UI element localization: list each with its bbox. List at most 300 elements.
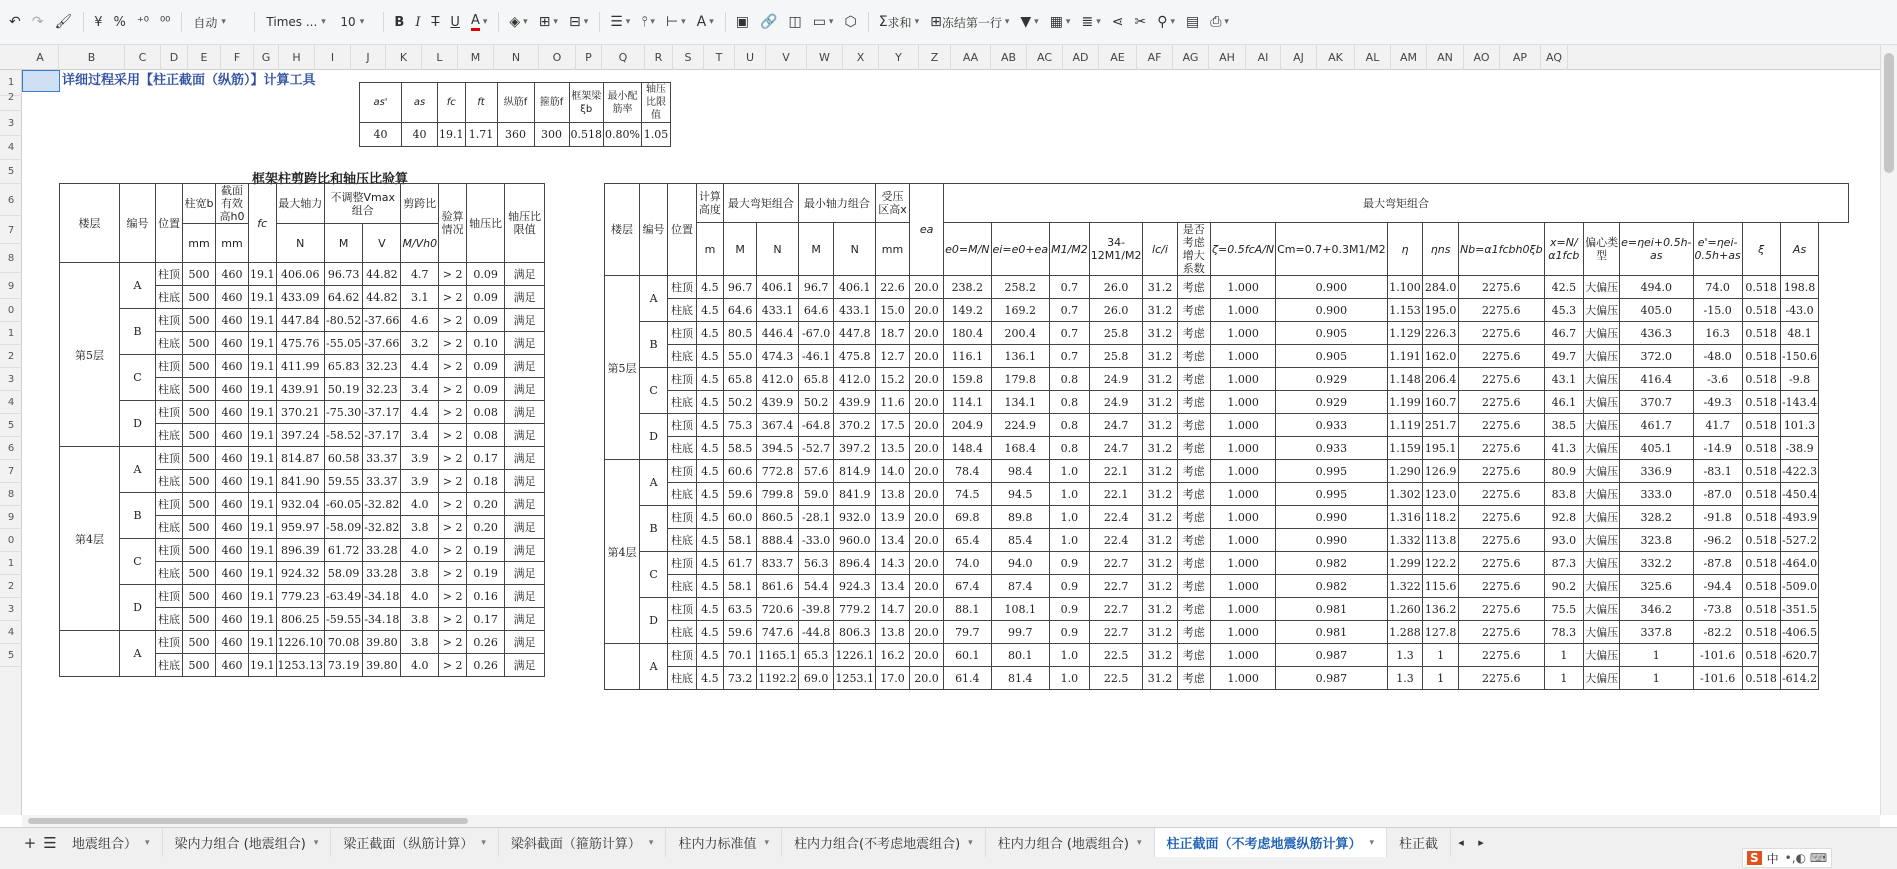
data-cell[interactable]: > 2 xyxy=(439,516,467,539)
data-cell[interactable]: 372.0 xyxy=(1620,345,1693,368)
data-cell[interactable]: 59.55 xyxy=(325,470,363,493)
data-cell[interactable]: 833.7 xyxy=(757,552,799,575)
data-cell[interactable]: -422.3 xyxy=(1780,460,1819,483)
data-cell[interactable]: 0.518 xyxy=(1742,276,1780,299)
data-cell[interactable]: 1.288 xyxy=(1387,621,1423,644)
data-cell[interactable]: 1.260 xyxy=(1387,598,1423,621)
row-header[interactable]: 7 xyxy=(0,460,22,483)
data-cell[interactable]: 考虑 xyxy=(1177,437,1211,460)
data-cell[interactable]: 932.0 xyxy=(834,506,876,529)
data-cell[interactable]: 60.1 xyxy=(944,644,991,667)
data-cell[interactable]: 大偏压 xyxy=(1584,483,1620,506)
data-cell[interactable]: 370.2 xyxy=(834,414,876,437)
column-header[interactable]: AN xyxy=(1427,45,1464,70)
data-cell[interactable]: 大偏压 xyxy=(1584,460,1620,483)
data-cell[interactable]: 0.09 xyxy=(467,286,505,309)
row-header[interactable]: 0 xyxy=(0,529,22,552)
column-id-cell[interactable]: D xyxy=(120,401,156,447)
data-cell[interactable]: 83.8 xyxy=(1544,483,1583,506)
data-cell[interactable]: 19.1 xyxy=(249,585,277,608)
data-cell[interactable]: -67.0 xyxy=(798,322,834,345)
data-cell[interactable]: 500 xyxy=(183,263,216,286)
position-cell[interactable]: 柱顶 xyxy=(668,414,697,437)
data-cell[interactable]: -73.8 xyxy=(1693,598,1742,621)
data-cell[interactable]: 46.1 xyxy=(1544,391,1583,414)
data-cell[interactable]: 16.3 xyxy=(1693,322,1742,345)
data-cell[interactable]: 1226.10 xyxy=(276,631,325,654)
data-cell[interactable]: 满足 xyxy=(505,378,545,401)
data-cell[interactable]: 0.10 xyxy=(467,332,505,355)
data-cell[interactable]: 0.17 xyxy=(467,447,505,470)
data-cell[interactable]: 0.518 xyxy=(1742,391,1780,414)
data-cell[interactable]: 31.2 xyxy=(1143,644,1177,667)
data-cell[interactable]: 169.2 xyxy=(991,299,1050,322)
data-cell[interactable]: 20.0 xyxy=(910,299,944,322)
data-cell[interactable]: 0.990 xyxy=(1276,506,1388,529)
data-cell[interactable]: 19.1 xyxy=(249,516,277,539)
row-header[interactable]: 1 xyxy=(0,322,22,345)
data-cell[interactable]: 500 xyxy=(183,470,216,493)
data-cell[interactable]: 20.0 xyxy=(910,644,944,667)
data-cell[interactable]: 满足 xyxy=(505,286,545,309)
data-cell[interactable]: 460 xyxy=(216,562,249,585)
data-cell[interactable]: 0.18 xyxy=(467,470,505,493)
data-cell[interactable]: 0.900 xyxy=(1276,299,1388,322)
data-cell[interactable]: 22.1 xyxy=(1089,460,1143,483)
data-cell[interactable]: 满足 xyxy=(505,654,545,677)
data-cell[interactable]: 1.000 xyxy=(1211,529,1276,552)
data-cell[interactable]: 4.5 xyxy=(696,345,723,368)
data-cell[interactable]: 747.6 xyxy=(757,621,799,644)
tab-menu-icon[interactable]: ▾ xyxy=(1369,837,1375,848)
data-cell[interactable]: 大偏压 xyxy=(1584,506,1620,529)
data-cell[interactable]: 412.0 xyxy=(757,368,799,391)
data-cell[interactable]: 满足 xyxy=(505,562,545,585)
calculator-button[interactable] xyxy=(1181,7,1204,37)
row-header[interactable]: 1 xyxy=(0,70,22,96)
data-cell[interactable]: 12.7 xyxy=(875,345,909,368)
data-cell[interactable]: 20.0 xyxy=(910,460,944,483)
data-cell[interactable]: 433.1 xyxy=(757,299,799,322)
data-cell[interactable]: 2275.6 xyxy=(1458,368,1544,391)
column-id-cell[interactable]: C xyxy=(120,539,156,585)
data-cell[interactable]: 满足 xyxy=(505,516,545,539)
data-cell[interactable]: 1.000 xyxy=(1211,276,1276,299)
data-cell[interactable]: 1.153 xyxy=(1387,299,1423,322)
row-header[interactable]: 4 xyxy=(0,391,22,414)
freeze-button[interactable] xyxy=(925,7,1014,37)
column-header[interactable]: G xyxy=(254,45,279,70)
data-cell[interactable]: -37.17 xyxy=(363,424,401,447)
data-cell[interactable]: 大偏压 xyxy=(1584,322,1620,345)
data-cell[interactable]: 74.0 xyxy=(1693,276,1742,299)
sheet-tab[interactable] xyxy=(1155,828,1388,858)
data-cell[interactable]: 20.0 xyxy=(910,345,944,368)
data-cell[interactable]: 924.3 xyxy=(834,575,876,598)
data-cell[interactable]: 122.2 xyxy=(1423,552,1459,575)
data-cell[interactable]: 50.19 xyxy=(325,378,363,401)
data-cell[interactable]: 20.0 xyxy=(910,391,944,414)
data-cell[interactable]: 1.100 xyxy=(1387,276,1423,299)
data-cell[interactable]: 841.9 xyxy=(834,483,876,506)
data-cell[interactable]: 25.8 xyxy=(1089,322,1143,345)
data-cell[interactable]: 0.26 xyxy=(467,654,505,677)
data-cell[interactable]: 大偏压 xyxy=(1584,598,1620,621)
print-button[interactable] xyxy=(1205,7,1234,37)
data-cell[interactable]: 4.5 xyxy=(696,529,723,552)
data-cell[interactable]: 13.4 xyxy=(875,529,909,552)
data-cell[interactable]: 41.7 xyxy=(1693,414,1742,437)
column-header[interactable]: J xyxy=(351,45,386,70)
data-cell[interactable]: 405.1 xyxy=(1620,437,1693,460)
floor-cell[interactable] xyxy=(60,631,120,677)
undo-button[interactable] xyxy=(4,7,26,37)
data-cell[interactable]: 206.4 xyxy=(1423,368,1459,391)
row-header[interactable]: 0 xyxy=(0,299,22,322)
data-cell[interactable]: 896.39 xyxy=(276,539,325,562)
data-cell[interactable]: -59.55 xyxy=(325,608,363,631)
data-cell[interactable]: 439.91 xyxy=(276,378,325,401)
data-cell[interactable]: 4.5 xyxy=(696,391,723,414)
data-cell[interactable]: 大偏压 xyxy=(1584,621,1620,644)
position-cell[interactable]: 柱顶 xyxy=(156,447,183,470)
data-cell[interactable]: 88.1 xyxy=(944,598,991,621)
data-cell[interactable]: 15.2 xyxy=(875,368,909,391)
data-cell[interactable]: 460 xyxy=(216,424,249,447)
data-cell[interactable]: 19.1 xyxy=(249,631,277,654)
tab-menu-icon[interactable]: ▾ xyxy=(313,837,319,848)
data-cell[interactable]: 3.2 xyxy=(401,332,439,355)
column-id-cell[interactable]: A xyxy=(640,644,668,690)
data-cell[interactable]: 0.987 xyxy=(1276,644,1388,667)
data-cell[interactable]: 33.28 xyxy=(363,562,401,585)
data-cell[interactable]: 大偏压 xyxy=(1584,529,1620,552)
position-cell[interactable]: 柱顶 xyxy=(156,355,183,378)
data-cell[interactable]: 336.9 xyxy=(1620,460,1693,483)
data-cell[interactable]: 1.191 xyxy=(1387,345,1423,368)
column-header[interactable]: A xyxy=(22,45,59,70)
data-cell[interactable]: 3.4 xyxy=(401,424,439,447)
data-cell[interactable]: 4.4 xyxy=(401,401,439,424)
position-cell[interactable]: 柱底 xyxy=(156,516,183,539)
data-cell[interactable]: 394.5 xyxy=(757,437,799,460)
data-cell[interactable]: 满足 xyxy=(505,470,545,493)
data-cell[interactable]: -44.8 xyxy=(798,621,834,644)
tab-menu-icon[interactable]: ▾ xyxy=(481,837,486,848)
insert-image-button[interactable] xyxy=(731,7,754,37)
data-cell[interactable]: 4.5 xyxy=(696,506,723,529)
data-cell[interactable]: 73.2 xyxy=(723,667,756,690)
data-cell[interactable]: -14.9 xyxy=(1693,437,1742,460)
data-cell[interactable]: -49.3 xyxy=(1693,391,1742,414)
data-cell[interactable]: 4.5 xyxy=(696,414,723,437)
data-cell[interactable]: 3.9 xyxy=(401,447,439,470)
data-cell[interactable]: 2275.6 xyxy=(1458,667,1544,690)
data-cell[interactable]: 22.5 xyxy=(1089,667,1143,690)
data-cell[interactable]: 1165.1 xyxy=(757,644,799,667)
data-cell[interactable]: 1.000 xyxy=(1211,368,1276,391)
data-cell[interactable]: 959.97 xyxy=(276,516,325,539)
row-header[interactable]: 8 xyxy=(0,483,22,506)
data-cell[interactable]: 20.0 xyxy=(910,322,944,345)
data-cell[interactable]: 3.1 xyxy=(401,286,439,309)
data-cell[interactable]: 500 xyxy=(183,631,216,654)
add-sheet-button[interactable]: + xyxy=(23,833,37,852)
data-cell[interactable]: 20.0 xyxy=(910,506,944,529)
data-cell[interactable]: 4.5 xyxy=(696,299,723,322)
data-cell[interactable]: 20.0 xyxy=(910,437,944,460)
data-cell[interactable]: 15.0 xyxy=(875,299,909,322)
data-cell[interactable]: -52.7 xyxy=(798,437,834,460)
data-cell[interactable]: -143.4 xyxy=(1780,391,1819,414)
data-cell[interactable]: 32.23 xyxy=(363,378,401,401)
data-cell[interactable]: 33.37 xyxy=(363,447,401,470)
position-cell[interactable]: 柱底 xyxy=(668,621,697,644)
data-cell[interactable]: 460 xyxy=(216,309,249,332)
data-cell[interactable]: 43.1 xyxy=(1544,368,1583,391)
data-cell[interactable]: 31.2 xyxy=(1143,667,1177,690)
data-cell[interactable]: 24.7 xyxy=(1089,414,1143,437)
data-cell[interactable]: > 2 xyxy=(439,470,467,493)
data-cell[interactable]: 4.5 xyxy=(696,575,723,598)
data-cell[interactable]: 115.6 xyxy=(1423,575,1459,598)
data-cell[interactable]: 65.4 xyxy=(944,529,991,552)
param-value[interactable]: 360 xyxy=(497,123,534,147)
column-header[interactable]: B xyxy=(59,45,125,70)
data-cell[interactable]: > 2 xyxy=(439,562,467,585)
data-cell[interactable]: 446.4 xyxy=(757,322,799,345)
redo-button[interactable] xyxy=(27,7,49,37)
data-cell[interactable]: 0.8 xyxy=(1050,391,1090,414)
data-cell[interactable]: 447.84 xyxy=(276,309,325,332)
data-cell[interactable]: 2275.6 xyxy=(1458,322,1544,345)
data-cell[interactable]: 大偏压 xyxy=(1584,552,1620,575)
position-cell[interactable]: 柱顶 xyxy=(156,539,183,562)
data-cell[interactable]: 0.929 xyxy=(1276,391,1388,414)
data-cell[interactable]: -620.7 xyxy=(1780,644,1819,667)
data-cell[interactable]: -39.8 xyxy=(798,598,834,621)
data-cell[interactable]: 0.905 xyxy=(1276,322,1388,345)
column-header[interactable]: K xyxy=(386,45,422,70)
data-cell[interactable]: 3.8 xyxy=(401,562,439,585)
data-cell[interactable]: 64.6 xyxy=(798,299,834,322)
data-cell[interactable]: -101.6 xyxy=(1693,667,1742,690)
position-cell[interactable]: 柱底 xyxy=(668,483,697,506)
data-cell[interactable]: 60.6 xyxy=(723,460,756,483)
column-header[interactable]: F xyxy=(221,45,254,70)
data-cell[interactable]: 1 xyxy=(1544,644,1583,667)
text-wrap-button[interactable] xyxy=(661,7,691,37)
position-cell[interactable]: 柱顶 xyxy=(668,506,697,529)
data-cell[interactable]: 0.20 xyxy=(467,493,505,516)
data-cell[interactable]: 13.9 xyxy=(875,506,909,529)
data-cell[interactable]: 26.0 xyxy=(1089,299,1143,322)
data-cell[interactable]: 19.1 xyxy=(249,562,277,585)
data-cell[interactable]: 4.4 xyxy=(401,355,439,378)
data-cell[interactable]: 779.23 xyxy=(276,585,325,608)
column-header[interactable]: AJ xyxy=(1281,45,1317,70)
data-cell[interactable]: 41.3 xyxy=(1544,437,1583,460)
data-cell[interactable]: 4.5 xyxy=(696,322,723,345)
data-cell[interactable]: 475.8 xyxy=(834,345,876,368)
decimal-decrease-button[interactable]: ⁰⁰ xyxy=(159,14,171,30)
data-cell[interactable]: 考虑 xyxy=(1177,667,1211,690)
data-cell[interactable]: > 2 xyxy=(439,631,467,654)
data-cell[interactable]: 1.129 xyxy=(1387,322,1423,345)
data-cell[interactable]: 370.21 xyxy=(276,401,325,424)
data-cell[interactable]: 841.90 xyxy=(276,470,325,493)
position-cell[interactable]: 柱顶 xyxy=(668,644,697,667)
data-cell[interactable]: 500 xyxy=(183,378,216,401)
sum-button[interactable] xyxy=(874,7,924,37)
data-cell[interactable]: -91.8 xyxy=(1693,506,1742,529)
data-cell[interactable]: 19.1 xyxy=(249,355,277,378)
column-header[interactable]: M xyxy=(458,45,494,70)
data-cell[interactable]: 大偏压 xyxy=(1584,276,1620,299)
data-cell[interactable]: 333.0 xyxy=(1620,483,1693,506)
row-header[interactable]: 4 xyxy=(0,621,22,644)
data-cell[interactable]: 0.990 xyxy=(1276,529,1388,552)
row-header[interactable]: 3 xyxy=(0,598,22,621)
data-cell[interactable]: 412.0 xyxy=(834,368,876,391)
data-cell[interactable]: 224.9 xyxy=(991,414,1050,437)
data-cell[interactable]: 2275.6 xyxy=(1458,644,1544,667)
font-color-button[interactable] xyxy=(466,7,492,37)
data-cell[interactable]: -101.6 xyxy=(1693,644,1742,667)
column-id-cell[interactable]: C xyxy=(120,355,156,401)
data-cell[interactable]: 346.2 xyxy=(1620,598,1693,621)
data-cell[interactable]: 考虑 xyxy=(1177,322,1211,345)
data-cell[interactable]: 1 xyxy=(1620,667,1693,690)
tab-menu-icon[interactable]: ▾ xyxy=(648,837,654,848)
data-cell[interactable]: -15.0 xyxy=(1693,299,1742,322)
row-header[interactable]: 5 xyxy=(0,414,22,437)
param-value[interactable]: 1.05 xyxy=(641,123,670,147)
data-cell[interactable]: 370.7 xyxy=(1620,391,1693,414)
data-cell[interactable]: 195.1 xyxy=(1423,437,1459,460)
data-cell[interactable]: 3.8 xyxy=(401,608,439,631)
sheet-tab[interactable] xyxy=(666,828,782,858)
sheet-tab[interactable] xyxy=(499,828,667,858)
data-cell[interactable]: -55.05 xyxy=(325,332,363,355)
data-cell[interactable]: 11.6 xyxy=(875,391,909,414)
data-cell[interactable]: 2275.6 xyxy=(1458,414,1544,437)
data-cell[interactable]: 26.0 xyxy=(1089,276,1143,299)
data-cell[interactable]: 33.37 xyxy=(363,470,401,493)
data-cell[interactable]: 411.99 xyxy=(276,355,325,378)
data-cell[interactable]: 136.1 xyxy=(991,345,1050,368)
data-cell[interactable]: 1.000 xyxy=(1211,414,1276,437)
column-header[interactable]: V xyxy=(766,45,807,70)
selected-cell-a1[interactable] xyxy=(22,70,60,92)
data-cell[interactable]: 198.8 xyxy=(1780,276,1819,299)
data-cell[interactable]: 65.8 xyxy=(723,368,756,391)
data-cell[interactable]: 0.518 xyxy=(1742,667,1780,690)
data-cell[interactable]: 19.1 xyxy=(249,309,277,332)
sheet-tab[interactable] xyxy=(782,828,986,858)
sheet-tab[interactable] xyxy=(331,828,499,858)
data-cell[interactable]: 13.5 xyxy=(875,437,909,460)
data-cell[interactable]: 1.000 xyxy=(1211,437,1276,460)
data-cell[interactable]: 38.5 xyxy=(1544,414,1583,437)
param-value[interactable]: 0.80% xyxy=(604,123,642,147)
data-cell[interactable]: 考虑 xyxy=(1177,621,1211,644)
data-cell[interactable]: 861.6 xyxy=(757,575,799,598)
data-cell[interactable]: 779.2 xyxy=(834,598,876,621)
data-cell[interactable]: 59.6 xyxy=(723,483,756,506)
italic-button[interactable]: I xyxy=(415,14,421,30)
data-cell[interactable]: 460 xyxy=(216,355,249,378)
tab-scroll-left-button[interactable]: ◂ xyxy=(1458,836,1464,849)
data-cell[interactable]: 65.3 xyxy=(798,644,834,667)
data-cell[interactable]: 0.08 xyxy=(467,401,505,424)
data-cell[interactable]: -509.0 xyxy=(1780,575,1819,598)
position-cell[interactable]: 柱底 xyxy=(156,470,183,493)
data-cell[interactable]: 1 xyxy=(1423,667,1459,690)
data-cell[interactable]: -75.30 xyxy=(325,401,363,424)
data-cell[interactable]: 439.9 xyxy=(834,391,876,414)
data-cell[interactable]: 500 xyxy=(183,309,216,332)
data-cell[interactable]: 满足 xyxy=(505,447,545,470)
data-cell[interactable]: 满足 xyxy=(505,309,545,332)
data-cell[interactable]: 考虑 xyxy=(1177,483,1211,506)
data-cell[interactable]: 0.905 xyxy=(1276,345,1388,368)
data-cell[interactable]: -34.18 xyxy=(363,585,401,608)
data-cell[interactable]: 20.0 xyxy=(910,598,944,621)
data-cell[interactable]: 考虑 xyxy=(1177,529,1211,552)
data-cell[interactable]: 63.5 xyxy=(723,598,756,621)
data-cell[interactable]: 80.1 xyxy=(991,644,1050,667)
data-cell[interactable]: 19.1 xyxy=(249,654,277,677)
data-cell[interactable]: -83.1 xyxy=(1693,460,1742,483)
data-cell[interactable]: 74.5 xyxy=(944,483,991,506)
data-cell[interactable]: 204.9 xyxy=(944,414,991,437)
data-cell[interactable]: 0.09 xyxy=(467,309,505,332)
number-format-select[interactable]: 自动 ▾ xyxy=(187,10,249,34)
data-cell[interactable]: 814.87 xyxy=(276,447,325,470)
data-cell[interactable]: 96.7 xyxy=(798,276,834,299)
position-cell[interactable]: 柱底 xyxy=(156,424,183,447)
data-cell[interactable]: 4.5 xyxy=(696,552,723,575)
data-cell[interactable]: 4.5 xyxy=(696,368,723,391)
data-cell[interactable]: 22.4 xyxy=(1089,529,1143,552)
param-value[interactable]: 40 xyxy=(360,123,402,147)
data-cell[interactable]: 1.322 xyxy=(1387,575,1423,598)
data-cell[interactable]: 447.8 xyxy=(834,322,876,345)
data-cell[interactable]: 332.2 xyxy=(1620,552,1693,575)
data-cell[interactable]: 226.3 xyxy=(1423,322,1459,345)
data-cell[interactable]: 436.3 xyxy=(1620,322,1693,345)
position-cell[interactable]: 柱底 xyxy=(668,437,697,460)
position-cell[interactable]: 柱顶 xyxy=(668,552,697,575)
data-cell[interactable]: 1.332 xyxy=(1387,529,1423,552)
data-cell[interactable]: 考虑 xyxy=(1177,460,1211,483)
position-cell[interactable]: 柱顶 xyxy=(156,309,183,332)
data-cell[interactable]: 87.3 xyxy=(1544,552,1583,575)
data-cell[interactable]: 101.3 xyxy=(1780,414,1819,437)
data-cell[interactable]: 1.299 xyxy=(1387,552,1423,575)
data-cell[interactable]: 367.4 xyxy=(757,414,799,437)
data-cell[interactable]: 考虑 xyxy=(1177,299,1211,322)
data-cell[interactable]: 500 xyxy=(183,424,216,447)
data-cell[interactable]: 96.7 xyxy=(723,276,756,299)
horizontal-scroll-thumb[interactable] xyxy=(28,818,468,824)
data-cell[interactable]: 460 xyxy=(216,608,249,631)
data-cell[interactable]: 20.0 xyxy=(910,483,944,506)
data-cell[interactable]: 20.0 xyxy=(910,529,944,552)
data-cell[interactable]: 17.5 xyxy=(875,414,909,437)
data-cell[interactable]: 67.4 xyxy=(944,575,991,598)
